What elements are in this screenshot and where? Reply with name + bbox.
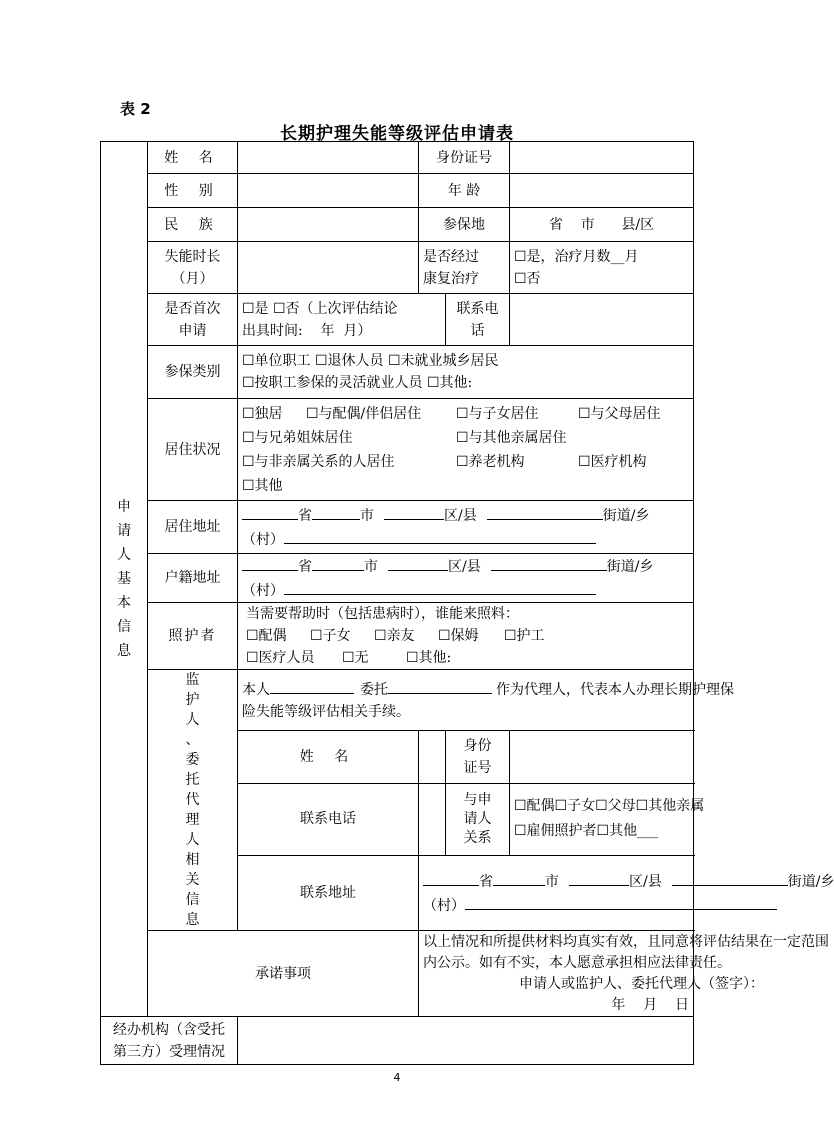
vertical-char: 基 [117, 571, 131, 587]
guardian-phone-field[interactable] [419, 783, 446, 856]
caregiver-spouse-checkbox[interactable]: ☐配偶 [246, 628, 287, 644]
caregiver-other-checkbox[interactable]: ☐其他: [406, 650, 452, 666]
addr-street-label: 街道/乡 [602, 508, 650, 524]
entrust-text-2: 委托 [360, 681, 388, 698]
addr-province-label: 省 [298, 559, 312, 575]
addr-city-label: 市 [545, 874, 559, 891]
promise-text [419, 931, 829, 1017]
living-with-children-checkbox[interactable]: ☐与子女居住 [456, 405, 539, 422]
vertical-char: 人 [117, 547, 131, 563]
hukou-address-label: 户籍地址 [148, 554, 238, 603]
addr-city-label: 市 [360, 508, 374, 524]
living-with-parents-checkbox[interactable]: ☐与父母居住 [578, 405, 661, 422]
caregiver-none-checkbox[interactable]: ☐无 [342, 650, 369, 666]
promise-line1: 以上情况和所提供材料均真实有效，且同意将评估结果在一定范围 [423, 933, 829, 950]
addr-district-label: 区/县 [444, 508, 477, 524]
form-title: 长期护理失能等级评估申请表 [280, 124, 514, 144]
insurance-type-label: 参保类别 [148, 346, 238, 399]
guardian-id-field[interactable] [510, 730, 694, 783]
gender-field[interactable] [238, 174, 419, 208]
disability-duration-field[interactable] [238, 242, 419, 294]
addr-district-label: 区/县 [448, 559, 481, 575]
agency-label [101, 1017, 238, 1065]
age-label: 年 龄 [419, 174, 510, 208]
disability-duration-label [148, 242, 238, 294]
rehab-yes-checkbox[interactable]: ☐是，治疗月数__月 [514, 248, 639, 265]
application-form-table [100, 141, 834, 1065]
vertical-char: 本 [117, 595, 131, 611]
phone-field[interactable] [510, 294, 694, 346]
promise-line2: 内公示。如有不实，本人愿意承担相应法律责任。 [423, 954, 731, 971]
insured-place-label: 参保地 [419, 208, 510, 242]
section-applicant-text [101, 495, 147, 663]
relation-label-line2: 请人 [463, 810, 492, 827]
living-with-spouse-checkbox[interactable]: ☐与配偶/伴侣居住 [306, 405, 422, 422]
guardian-address-field[interactable] [419, 856, 834, 931]
first-application-checkboxes[interactable]: ☐是 ☐否（上次评估结论 [242, 300, 398, 317]
vertical-char: 护 [185, 692, 200, 708]
entrust-statement [238, 670, 734, 731]
table-number-label: 表 2 [120, 100, 151, 118]
insurance-type-line1[interactable]: ☐单位职工 ☐退休人员 ☐未就业城乡居民 [242, 353, 499, 369]
addr-village-label: （村） [242, 583, 284, 599]
addr-city-label: 市 [364, 559, 378, 575]
guardian-name-label: 姓 名 [238, 730, 419, 783]
vertical-char: 代 [185, 792, 200, 808]
relation-line2[interactable]: ☐雇佣照护者☐其他___ [514, 823, 659, 840]
first-application-label-line2: 申请 [178, 322, 207, 339]
vertical-char: 关 [185, 872, 200, 888]
guardian-id-label-line2: 证号 [463, 759, 492, 776]
caregiver-label: 照护者 [148, 603, 238, 670]
living-alone-checkbox[interactable]: ☐独居 [242, 405, 283, 422]
relation-label-line1: 与申 [463, 791, 492, 808]
vertical-char: 请 [117, 523, 131, 539]
entrust-text-4: 险失能等级评估相关手续。 [242, 703, 410, 720]
residence-address-label: 居住地址 [148, 501, 238, 554]
guardian-name-field[interactable] [419, 730, 446, 783]
living-with-non-relatives-checkbox[interactable]: ☐与非亲属关系的人居住 [242, 453, 395, 470]
vertical-char: 信 [185, 892, 200, 908]
vertical-char: 申 [117, 499, 131, 515]
relation-label [446, 783, 510, 856]
nursing-home-checkbox[interactable]: ☐养老机构 [456, 453, 525, 470]
living-with-relatives-checkbox[interactable]: ☐与其他亲属居住 [456, 429, 567, 446]
ethnicity-field[interactable] [238, 208, 419, 242]
agency-label-line1: 经办机构（含受托 [113, 1021, 225, 1038]
caregiver-children-checkbox[interactable]: ☐子女 [310, 628, 351, 644]
addr-street-label: 街道/乡 [787, 874, 834, 891]
addr-province-label: 省 [298, 508, 312, 524]
relation-line1[interactable]: ☐配偶☐子女☐父母☐其他亲属 [514, 798, 705, 815]
living-situation-label: 居住状况 [148, 399, 238, 501]
residence-address-field[interactable] [238, 501, 694, 554]
vertical-char: 人 [185, 712, 200, 728]
caregiver-nurse-checkbox[interactable]: ☐护工 [504, 628, 545, 644]
living-other-checkbox[interactable]: ☐其他 [242, 477, 283, 494]
section-guardian-text [148, 670, 237, 930]
age-field[interactable] [510, 174, 694, 208]
rehab-no-checkbox[interactable]: ☐否 [514, 270, 541, 287]
vertical-char: 息 [117, 643, 131, 659]
relation-label-line3: 关系 [463, 829, 492, 846]
vertical-char: 理 [185, 812, 200, 828]
last-assessment-date: 出具时间: 年 月） [242, 322, 372, 339]
disability-duration-label-line1: 失能时长 [164, 248, 221, 265]
id-number-label: 身份证号 [419, 142, 510, 174]
vertical-char: 信 [117, 619, 131, 635]
insured-place-field[interactable]: 省 市 县/区 [510, 208, 694, 242]
addr-province-label: 省 [479, 874, 493, 891]
addr-street-label: 街道/乡 [606, 559, 654, 575]
vertical-char: 、 [185, 732, 200, 748]
guardian-phone-label: 联系电话 [238, 783, 419, 856]
vertical-char: 人 [185, 832, 200, 848]
promise-label: 承诺事项 [148, 931, 419, 1017]
promise-date: 年 月 日 [611, 996, 689, 1013]
rehab-options [510, 242, 694, 294]
insurance-type-line2[interactable]: ☐按职工参保的灵活就业人员 ☐其他: [242, 375, 473, 391]
first-application-options [238, 294, 446, 346]
disability-duration-label-line2: （月） [171, 270, 214, 287]
vertical-char: 相 [185, 852, 200, 868]
rehab-label-line2: 康复治疗 [423, 270, 479, 287]
guardian-id-label-line1: 身份 [463, 737, 492, 754]
first-application-label-line1: 是否首次 [164, 300, 221, 317]
addr-village-label: （村） [242, 532, 284, 548]
ethnicity-label: 民 族 [148, 208, 238, 242]
section-applicant-label [101, 142, 148, 1017]
relation-options [510, 783, 705, 856]
living-situation-options [238, 399, 694, 501]
caregiver-friends-checkbox[interactable]: ☐亲友 [374, 628, 415, 644]
living-with-siblings-checkbox[interactable]: ☐与兄弟姐妹居住 [242, 429, 353, 446]
page-number: 4 [393, 1071, 401, 1084]
vertical-char: 息 [185, 912, 200, 928]
vertical-char: 委 [185, 752, 200, 768]
promise-signature-label: 申请人或监护人、委托代理人（签字）： [519, 975, 764, 992]
agency-field[interactable] [238, 1017, 694, 1065]
guardian-address-label: 联系地址 [238, 856, 419, 931]
rehab-label [419, 242, 510, 294]
caregiver-options [238, 603, 694, 670]
addr-village-label: （村） [423, 898, 465, 915]
first-application-label [148, 294, 238, 346]
vertical-char: 监 [185, 672, 200, 688]
section-guardian-label [148, 670, 238, 931]
gender-label: 性 别 [148, 174, 238, 208]
name-label: 姓 名 [148, 142, 238, 174]
hukou-address-field[interactable] [238, 554, 694, 603]
agency-label-line2: 第三方）受理情况 [113, 1043, 225, 1060]
vertical-char: 托 [185, 772, 200, 788]
caregiver-nanny-checkbox[interactable]: ☐保姆 [438, 628, 479, 644]
addr-district-label: 区/县 [629, 874, 662, 891]
phone-label: 联系电话 [446, 294, 510, 346]
caregiver-question: 当需要帮助时（包括患病时），谁能来照料： [246, 606, 519, 622]
insurance-type-options [238, 346, 694, 399]
id-number-field[interactable] [510, 142, 694, 174]
caregiver-medical-checkbox[interactable]: ☐医疗人员 [246, 650, 315, 666]
entrust-text-3: 作为代理人，代表本人办理长期护理保 [496, 681, 734, 698]
entrust-text-1: 本人 [242, 681, 270, 698]
rehab-label-line1: 是否经过 [423, 248, 479, 265]
medical-institution-checkbox[interactable]: ☐医疗机构 [578, 453, 647, 470]
name-field[interactable] [238, 142, 419, 174]
guardian-id-label [446, 730, 510, 783]
